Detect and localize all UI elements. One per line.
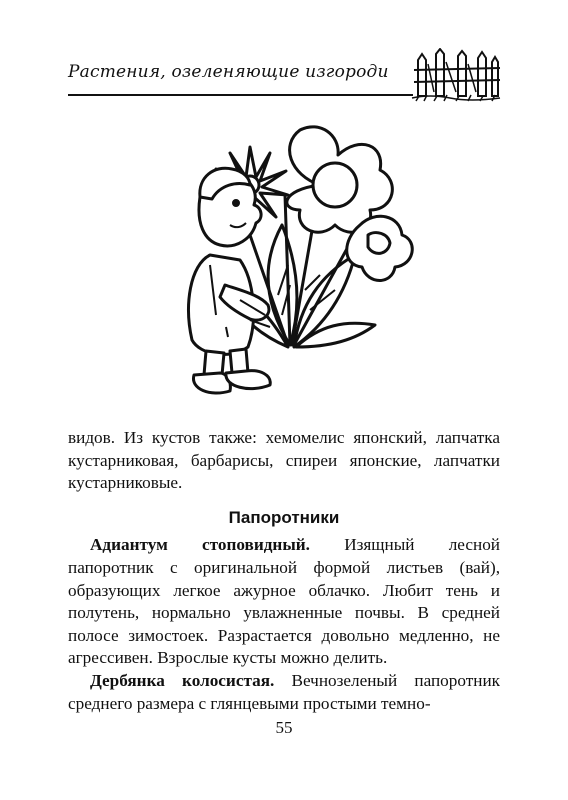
continuation-paragraph: видов. Из кустов также: хемомелис японский, лапчатка кустарниковая, барбарисы, спиреи японские, лапчатки кустарниковые. — [68, 428, 500, 493]
entry-term: Дербянка колосистая. — [90, 670, 275, 690]
entry-text: Изящный лесной папоротник с оригинальной формой листьев (вай), образующих легкое ажурное облачко. Любит тень и полутень, нормально увлажненные почвы. В средней полосе зимостоек. Разрастается довольно медленно, не агрессивен. Взрослые кусты можно делить. — [68, 535, 500, 668]
entry-paragraph — [68, 534, 500, 670]
entry-text: Вечнозеленый папоротник среднего размера с глянцевыми простыми темно- — [68, 670, 500, 713]
entry-paragraph — [68, 670, 500, 715]
running-header — [68, 48, 500, 104]
fence-icon — [410, 48, 502, 104]
boy-smelling-flowers-illustration — [170, 115, 420, 415]
page-number: 55 — [275, 718, 293, 737]
running-header-title: Растения, озеленяющие изгороди — [68, 62, 389, 82]
header-rule — [68, 94, 413, 96]
body-text — [68, 427, 500, 715]
entry-term: Адиантум стоповидный. — [90, 535, 310, 555]
section-heading: Папоротники — [228, 507, 340, 527]
